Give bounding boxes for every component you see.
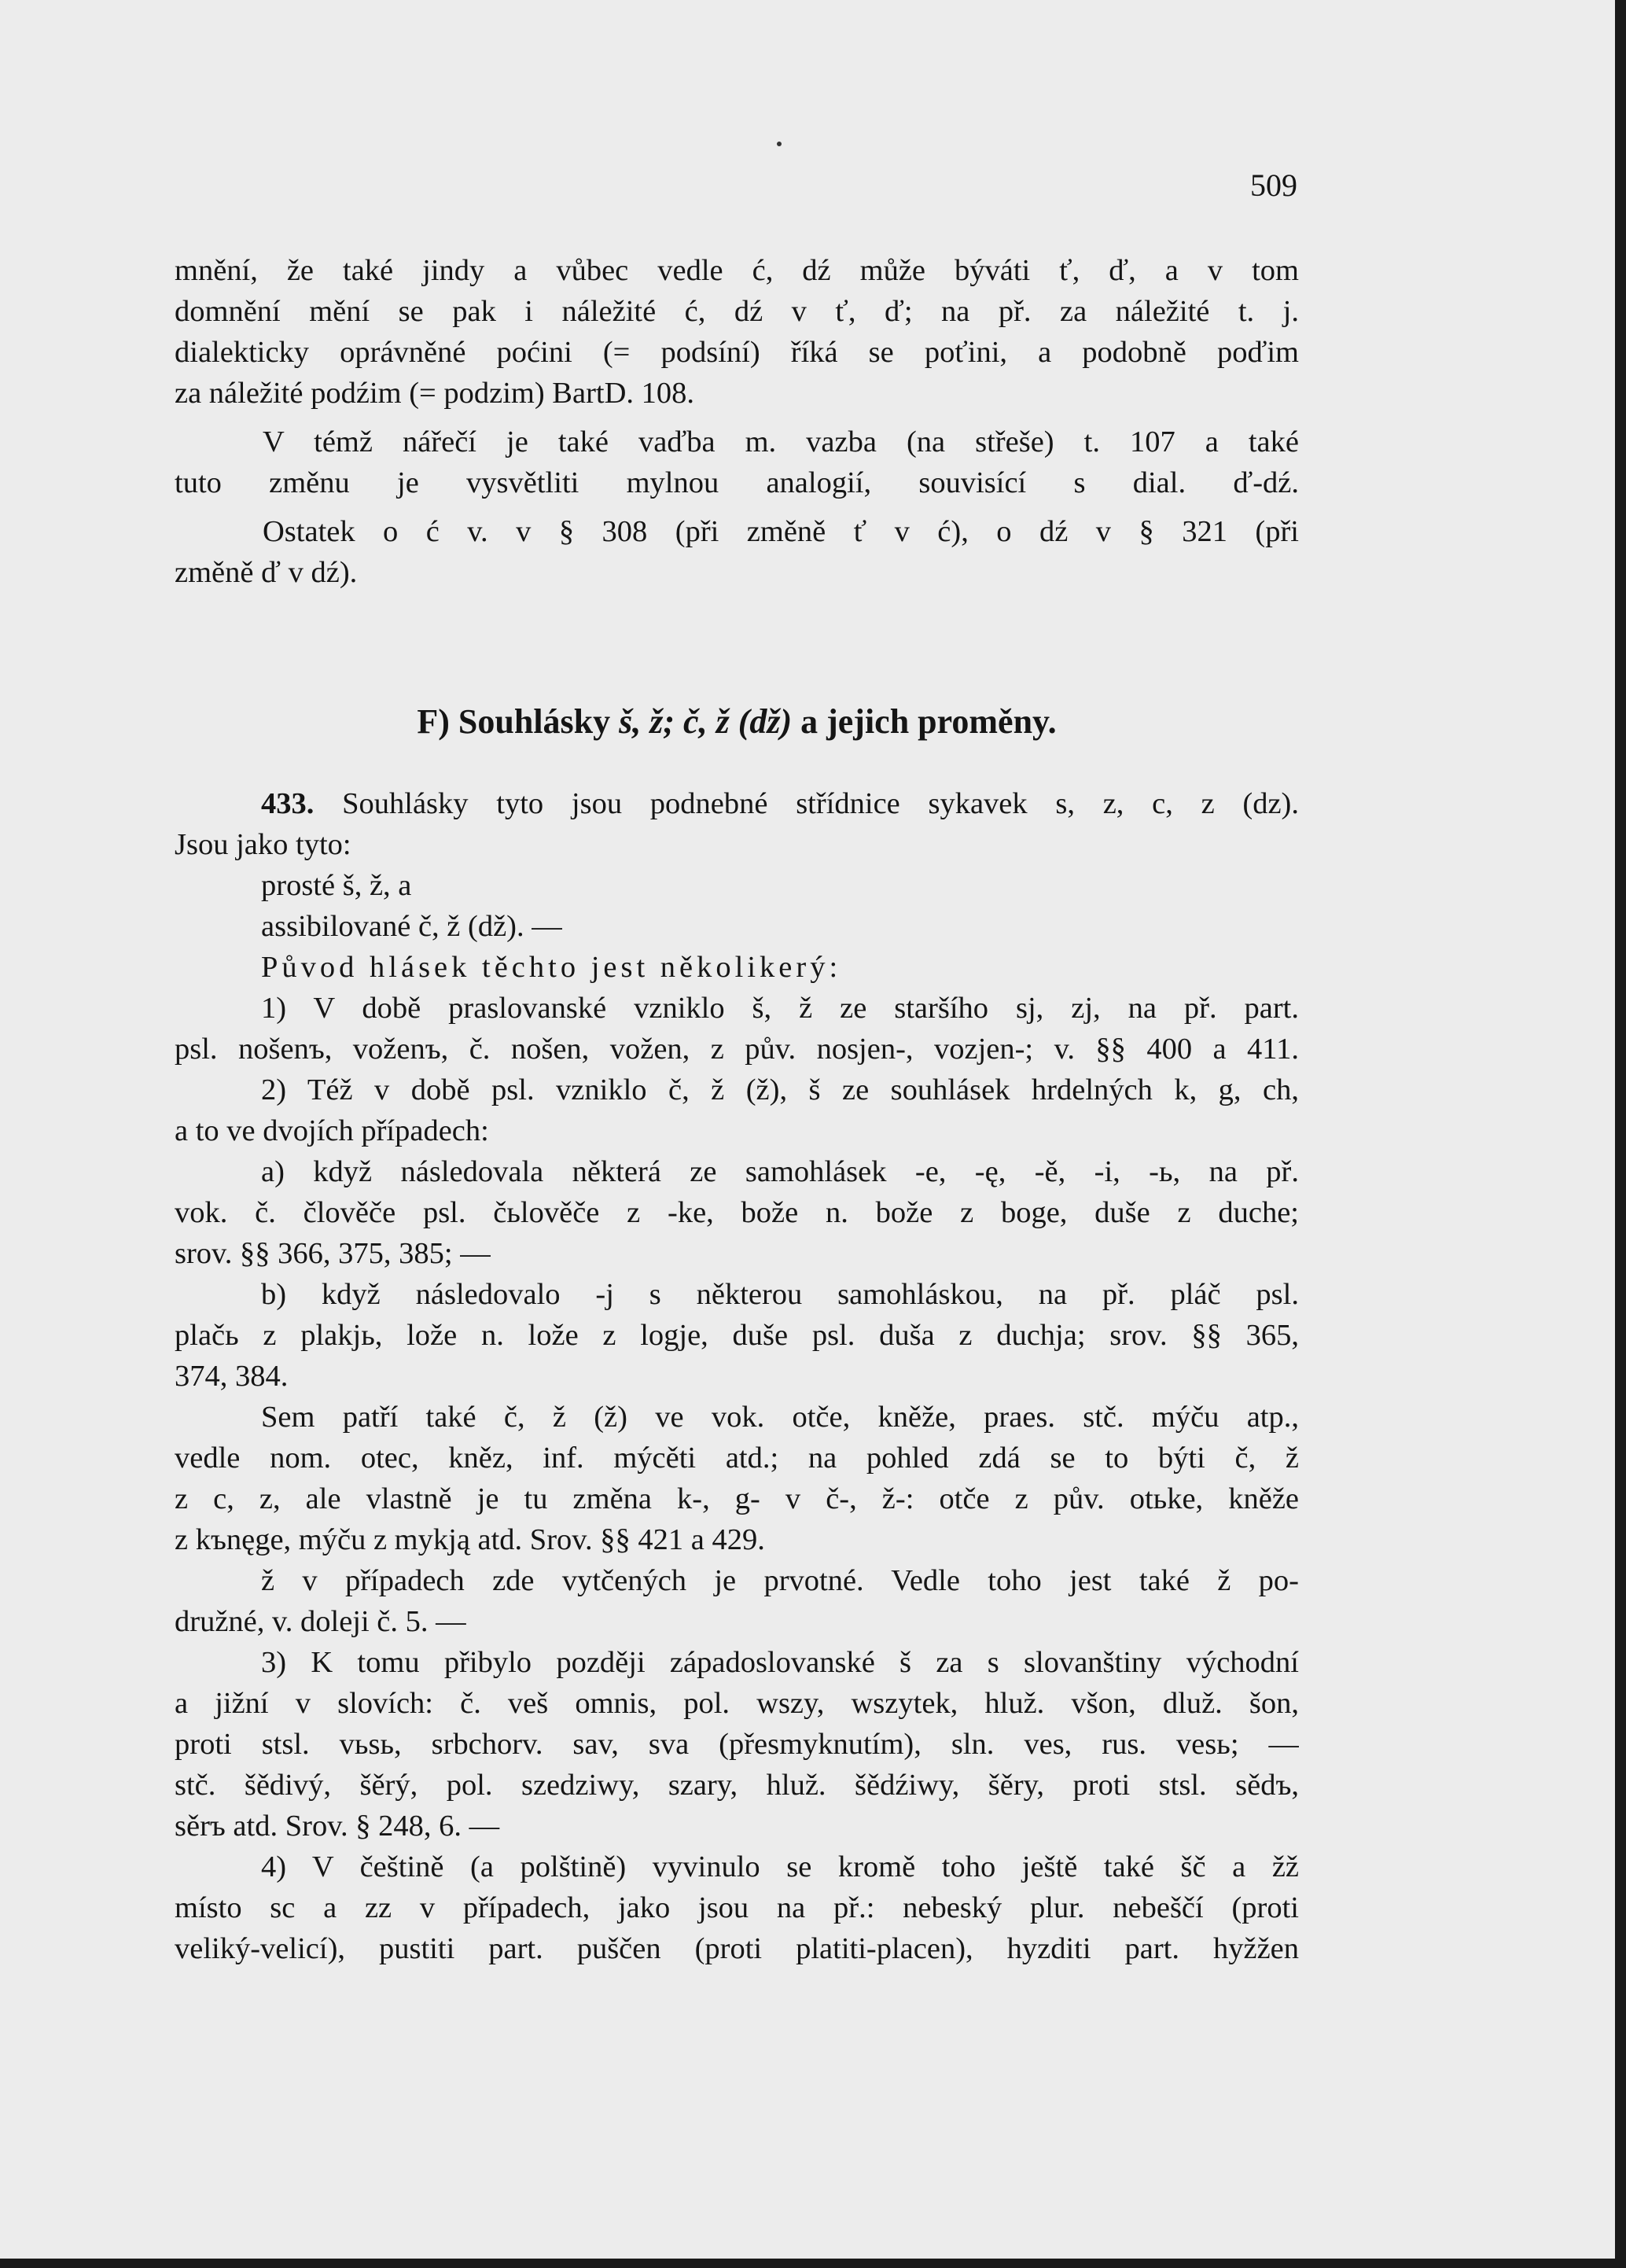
heading-prefix: F) Souhlásky <box>417 702 611 741</box>
text-line: mnění, že také jindy a vůbec vedle ć, dź může býváti ť, ď, a v tom <box>175 254 1299 287</box>
text-line: sěrъ atd. Srov. § 248, 6. — <box>175 1810 500 1843</box>
print-speck <box>777 142 782 146</box>
text-line: 3) K tomu přibylo později západoslovanské š za s slovanštiny východní <box>261 1646 1299 1679</box>
section-heading <box>175 701 1299 742</box>
text-line: tuto změnu je vysvětliti mylnou analogií, souvisící s dial. ď-dź. <box>175 466 1299 499</box>
text-line: Jsou jako tyto: <box>175 828 351 861</box>
text-line: a jižní v slovích: č. veš omnis, pol. wszy, wszytek, hluž. všon, dluž. šon, <box>175 1687 1299 1720</box>
text-line: b) když následovalo -j s některou samohláskou, na př. pláč psl. <box>261 1278 1299 1311</box>
text-line: vedle nom. otec, kněz, inf. mýcěti atd.; na pohled zdá se to býti č, ž <box>175 1441 1299 1475</box>
text-line: 1) V době praslovanské vzniklo š, ž ze staršího sj, zj, na př. part. <box>261 992 1299 1025</box>
text-line: 4) V češtině (a polštině) vyvinulo se kromě toho ještě také šč a žž <box>261 1850 1299 1883</box>
text-line: a) když následovala některá ze samohlásek -e, -ę, -ě, -i, -ь, na př. <box>261 1155 1299 1188</box>
text-line: stč. šědivý, šěrý, pol. szedziwy, szary, hluž. šědźiwy, šěry, proti stsl. sědъ, <box>175 1769 1299 1802</box>
section-number: 433. <box>261 787 315 820</box>
text-line: změně ď v dź). <box>175 556 358 589</box>
text-line: Ostatek o ć v. v § 308 (při změně ť v ć), o dź v § 321 (při <box>263 515 1299 548</box>
text-line: V témž nářečí je také vaďba m. vazba (na střeše) t. 107 a také <box>263 425 1299 458</box>
text-line: 374, 384. <box>175 1360 289 1393</box>
heading-suffix: a jejich proměny. <box>800 702 1057 741</box>
text-line: prosté š, ž, a <box>261 869 412 902</box>
text-line: psl. nošenъ, voženъ, č. nošen, vožen, z pův. nosjen-, vozjen-; v. §§ 400 a 411. <box>175 1033 1299 1066</box>
text-line: Sem patří také č, ž (ž) ve vok. otče, kněže, praes. stč. mýču atp., <box>261 1401 1299 1434</box>
text-line: domnění mění se pak i náležité ć, dź v ť, ď; na př. za náležité t. j. <box>175 295 1299 328</box>
text-line: a to ve dvojích případech: <box>175 1114 489 1147</box>
text-line: veliký-velicí), pustiti part. puščen (proti platiti-placen), hyzditi part. hyžžen <box>175 1932 1299 1965</box>
text-line: dialekticky oprávněné poćini (= podsíní) říká se poťini, a podobně poďim <box>175 336 1299 369</box>
scan-edge-right <box>1615 0 1626 2268</box>
heading-letters: š, ž; č, ž (dž) <box>619 702 793 741</box>
scan-edge-bottom <box>0 2259 1626 2268</box>
text-line: z c, z, ale vlastně je tu změna k-, g- v č-, ž-: otče z pův. otьke, kněže <box>175 1482 1299 1515</box>
text-line: srov. §§ 366, 375, 385; — <box>175 1237 491 1270</box>
section-first-line: Souhlásky tyto jsou podnebné střídnice sykavek s, z, c, z (dz). <box>342 787 1299 820</box>
section-433 <box>175 783 1299 1969</box>
text-line <box>175 783 1299 824</box>
text-line: 2) Též v době psl. vzniklo č, ž (ž), š ze souhlásek hrdelných k, g, ch, <box>261 1073 1299 1106</box>
text-line: družné, v. doleji č. 5. — <box>175 1605 466 1638</box>
text-line: za náležité podźim (= podzim) BartD. 108. <box>175 377 695 410</box>
text-line: vok. č. člověče psl. čьlověče z -ke, bože n. bože z boge, duše z duche; <box>175 1196 1299 1229</box>
text-line: z kъnęge, mýču z mykją atd. Srov. §§ 421 a 429. <box>175 1523 765 1556</box>
text-line: místo sc a zz v případech, jako jsou na př.: nebeský plur. nebeščí (proti <box>175 1891 1299 1924</box>
text-line: ž v případech zde vytčených je prvotné. Vedle toho jest také ž po- <box>261 1564 1299 1597</box>
text-line: assibilované č, ž (dž). — <box>261 910 562 943</box>
text-line: proti stsl. vьsь, srbchorv. sav, sva (přesmyknutím), sln. ves, rus. vesь; — <box>175 1728 1299 1761</box>
text-line: plačь z plakjь, lože n. lože z logje, duše psl. duša z duchja; srov. §§ 365, <box>175 1319 1299 1352</box>
page-number: 509 <box>1250 168 1297 203</box>
text-line: Původ hlásek těchto jest několikerý: <box>261 951 842 984</box>
text-block-top <box>175 250 1299 593</box>
